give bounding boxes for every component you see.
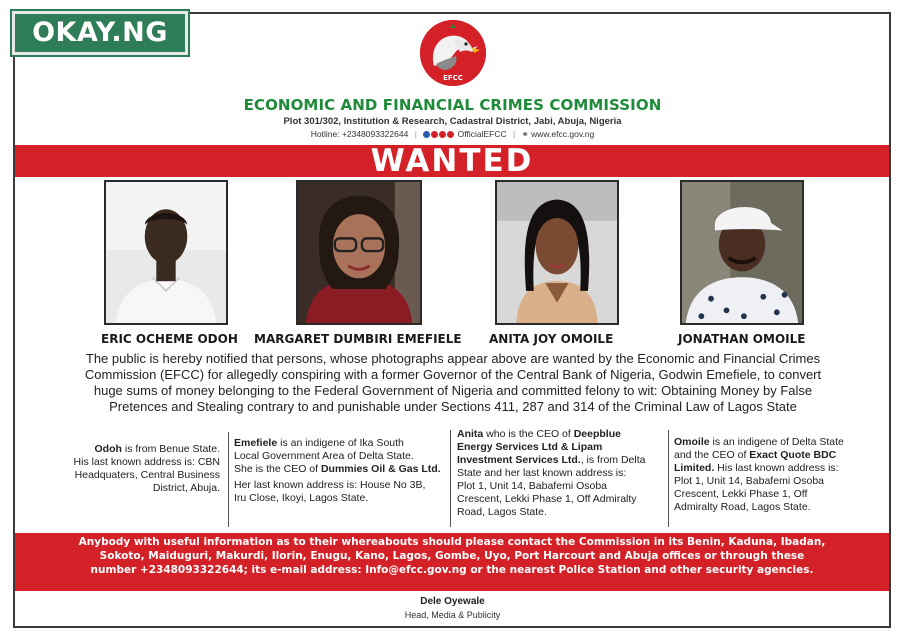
public-notice: The public is hereby notified that persons, whose photographs appear above are wanted by the Economic and Financial Crimes Commission (EFCC) for allegedly conspiring with a former Governor of the Central Bank of Nigeria, Godwin Emefiele, to convert huge sums of money belonging to the Federal Government of Nigeria and committed felony to wit: Obtaining Money by False Pretences and Stealing contrary to and punishable under Sections 411, 287 and 314 of the Criminal Law of Lagos State — [84, 351, 822, 414]
facebook-icon — [423, 131, 430, 138]
globe-icon: ⚭ — [521, 129, 529, 139]
social-handle: OfficialEFCC — [457, 129, 507, 139]
bio-divider — [668, 430, 669, 527]
bio-divider — [228, 432, 229, 527]
signatory-name: Dele Oyewale — [420, 596, 485, 607]
suspect-name-jonathan-omoile: JONATHAN OMOILE — [678, 332, 806, 346]
wanted-banner: WANTED — [15, 145, 889, 177]
agency-name: ECONOMIC AND FINANCIAL CRIMES COMMISSION — [243, 96, 662, 114]
instagram-icon — [439, 131, 446, 138]
bio-odoh: Odoh is from Benue State. His last known address is: CBN Headquaters, Central Business District, Abuja. — [73, 443, 220, 494]
photo-anita-omoile — [495, 180, 619, 325]
hotline: Hotline: +2348093322644 — [310, 129, 409, 139]
agency-address: Plot 301/302, Institution & Research, Cadastral District, Jabi, Abuja, Nigeria — [283, 116, 622, 127]
bio-divider — [450, 430, 451, 527]
logo-label: EFCC — [443, 74, 463, 82]
bio-emefiele: Emefiele is an indigene of Ika South Local Government Area of Delta State. She is the CEO of Dummies Oil & Gas Ltd. Her last known address is: House No 3B, Iru Close, Ikoyi, Lagos State. — [234, 437, 441, 504]
efcc-logo — [420, 20, 486, 86]
okay-ng-watermark: OKAY.NG — [12, 11, 188, 55]
contact-line: Hotline: +2348093322644 | OfficialEFCC | ⚭ www.efcc.gov.ng — [310, 129, 595, 139]
twitter-icon — [431, 131, 438, 138]
youtube-icon — [447, 131, 454, 138]
photo-margaret-emefiele — [296, 180, 422, 325]
contact-info-banner: Anybody with useful information as to their whereabouts should please contact the Commission in its Benin, Kaduna, Ibadan, Sokoto, Maiduguri, Makurdi, Ilorin, Enugu, Kano, Lagos, Gombe, Uyo, Port Harcourt and Abuja offices or through these number +2348093322644; its e-mail address: Info@efcc.gov.ng or the nearest Police Station and other security agencies. — [15, 533, 889, 591]
suspect-name-margaret-emefiele: MARGARET DUMBIRI EMEFIELE — [254, 332, 462, 346]
photo-eric-odoh — [104, 180, 228, 325]
eagle-icon — [420, 20, 486, 86]
bio-omoile: Omoile is an indigene of Delta State and the CEO of Exact Quote BDC Limited. His last known address is: Plot 1, Unit 14, Babafemi Osoba Crescent, Lekki Phase 1, Off Admiralty Road, Lagos State. — [674, 436, 844, 513]
photo-jonathan-omoile — [680, 180, 804, 325]
website-link[interactable]: www.efcc.gov.ng — [531, 129, 595, 139]
suspect-name-anita-omoile: ANITA JOY OMOILE — [489, 332, 614, 346]
signatory-title: Head, Media & Publicity — [404, 610, 501, 620]
suspect-name-eric-odoh: ERIC OCHEME ODOH — [101, 332, 238, 346]
bio-anita: Anita who is the CEO of Deepblue Energy Services Ltd & Lipam Investment Services Ltd., is from Delta State and her last known address is: Plot 1, Unit 14, Babafemi Osoba Crescent, Lekki Phase 1, Off Admiralty Road, Lagos State. — [457, 428, 646, 518]
